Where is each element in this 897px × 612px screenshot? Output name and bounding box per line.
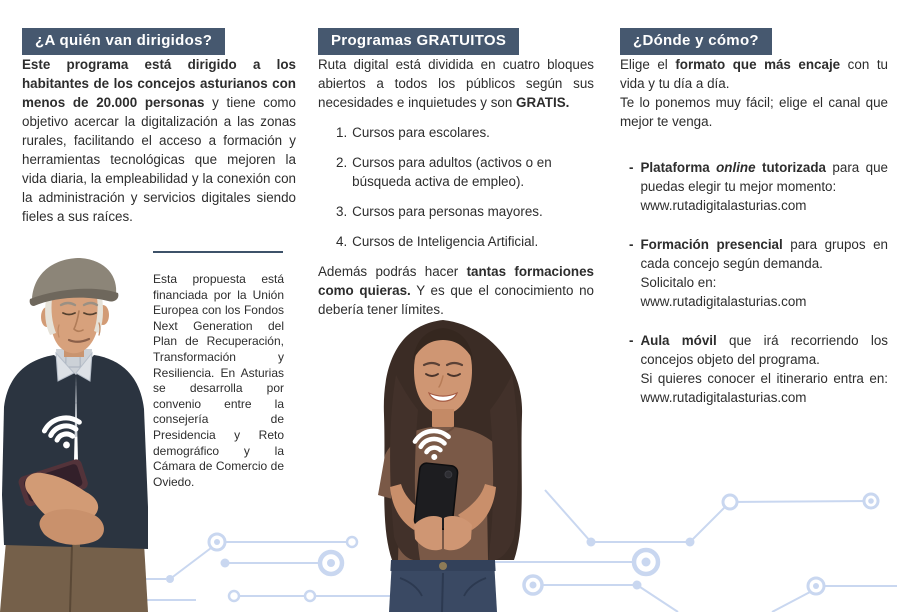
channel-text: Plataforma online tutorizada para que puedas elegir tu mejor momento: www.rutadigitalasturias.com (640, 160, 888, 213)
course-number: 2. (336, 155, 348, 170)
channel-item-in-person-training (629, 235, 888, 311)
course-text: Cursos para personas mayores. (352, 204, 543, 219)
column-where-how (620, 28, 888, 427)
funding-note-block (153, 251, 284, 490)
course-item-2 (336, 153, 594, 191)
programs-outro-paragraph: Además podrás hacer tantas formaciones como quieras. Y es que el conocimiento no debería tener límites. (318, 264, 594, 317)
channel-text: Aula móvil que irá recorriendo los concejos objeto del programa. Si quieres conocer el itinerario entra en: www.rutadigitalasturias.com (640, 333, 888, 405)
column-audience (22, 28, 296, 226)
course-item-4 (336, 232, 594, 251)
course-text: Cursos para adultos (activos o en búsqueda activa de empleo). (352, 155, 552, 189)
course-item-3 (336, 202, 594, 221)
course-list (336, 123, 594, 251)
bullet-dash: - (629, 160, 634, 175)
course-item-1 (336, 123, 594, 142)
channel-item-mobile-classroom (629, 331, 888, 407)
section-header-programs: Programas GRATUITOS (318, 28, 519, 55)
bullet-dash: - (629, 333, 634, 348)
course-number: 4. (336, 234, 348, 249)
course-text: Cursos para escolares. (352, 125, 490, 140)
course-number: 3. (336, 204, 348, 219)
channel-text: Formación presencial para grupos en cada concejo según demanda. Solicitalo en: www.rutadigitalasturias.com (640, 237, 888, 309)
programs-intro-paragraph: Ruta digital está dividida en cuatro bloques abiertos a todos los públicos según sus necesidades e inquietudes y son GRATIS. (318, 57, 594, 110)
column-programs (318, 28, 594, 319)
audience-intro-paragraph: Este programa está dirigido a los habitantes de los concejos asturianos con menos de 20.000 personas y tiene como objetivo acercar la digitalización a las zonas rurales, facilitando el acceso a formación y herramientas tecnológicas que mejoren la vida diaria, la empleabilidad y la conexión con la administración y servicios digitales siendo fieles a sus raíces. (22, 57, 296, 224)
course-number: 1. (336, 125, 348, 140)
funding-note-text: Esta propuesta está financiada por la Unión Europea con los Fondos Next Generation del Plan de Recuperación, Transformación y Resiliencia. En Asturias se desarrolla por convenio entre la consejería de Presidencia y Reto demográfico y la Cámara de Comercio de Oviedo. (153, 272, 284, 489)
channel-list (620, 158, 888, 407)
channel-item-online-platform (629, 158, 888, 215)
photo-elderly-man-using-smartphone (0, 245, 148, 612)
section-header-where-how: ¿Dónde y cómo? (620, 28, 772, 55)
photo-young-woman-using-smartphone (330, 315, 580, 612)
where-intro-paragraph: Elige el formato que más encaje con tu vida y tu día a día. (620, 57, 888, 91)
where-intro-paragraph-2: Te lo ponemos muy fácil; elige el canal que mejor te venga. (620, 95, 888, 129)
section-header-audience: ¿A quién van dirigidos? (22, 28, 225, 55)
course-text: Cursos de Inteligencia Artificial. (352, 234, 539, 249)
bullet-dash: - (629, 237, 634, 252)
divider-line (153, 251, 283, 253)
